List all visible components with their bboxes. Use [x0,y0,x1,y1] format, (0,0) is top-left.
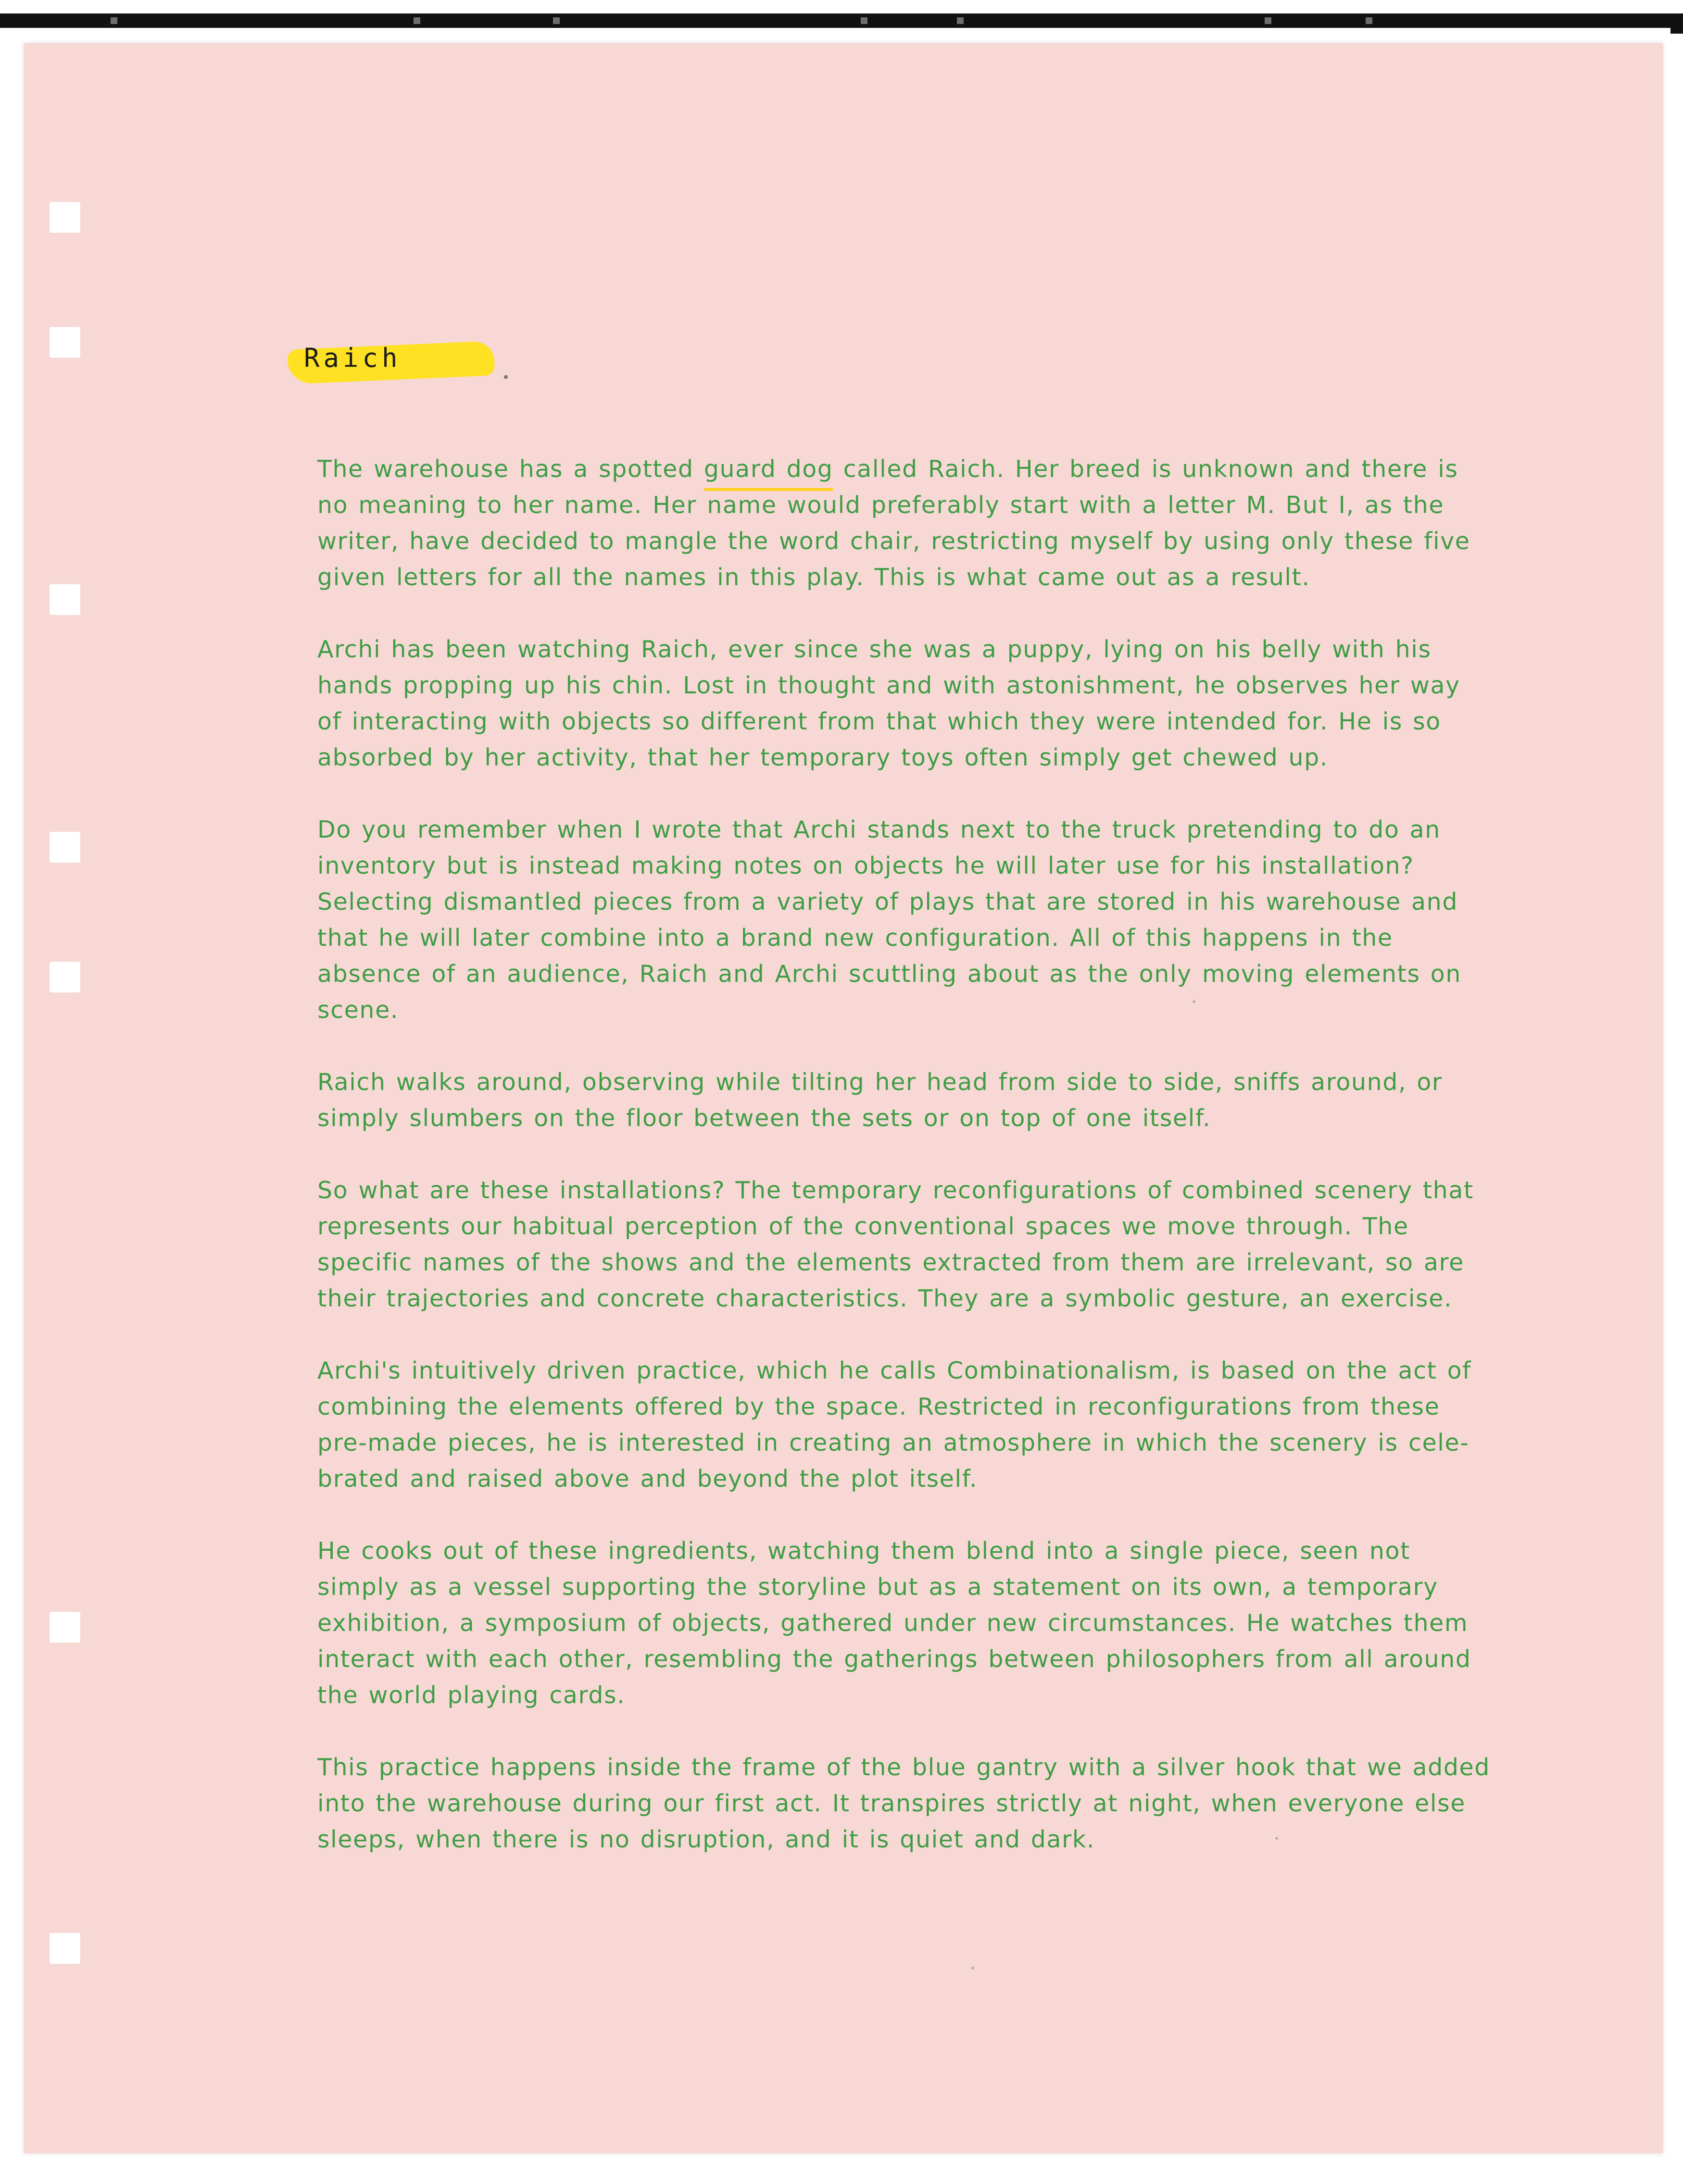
scanner-top-bar [0,13,1683,28]
title-dot [504,375,508,379]
paragraph-8: This practice happens inside the frame of the blue gantry with a silver hook that we added into the warehouse during our first act. It transpires strictly at night, when everyone else sleeps, when there is no disruption, and it is quiet and dark. [317,1754,1491,1853]
scanner-tick-mark [553,17,560,24]
scanner-tick-mark [1265,17,1271,24]
paragraph-7: He cooks out of these ingredients, watching them blend into a single piece, seen not simply as a vessel supporting the storyline but as a statement on its own, a temporary exhibition, a symposium of objects, gathered under new circumstances. He watches them interact with each other, resembling the gatherings between philosophers from all around the world playing cards. [317,1537,1471,1709]
page-title: Raich [304,343,402,373]
punch-hole [50,584,80,615]
scanner-tick-mark [414,17,420,24]
paper-speck [971,1967,974,1970]
title-block [284,317,510,394]
scanner-tick-mark [957,17,964,24]
scanner-tick-mark [1366,17,1372,24]
punch-hole [50,1933,80,1964]
paragraph-3: Do you remember when I wrote that Archi stands next to the truck pretending to do an inventory but is instead making notes on objects he will later use for his installation? Selecting dismantled pieces from a variety of plays that are stored in his warehouse and that he will later combine into a brand new configuration. All of this happens in the absence of an audience, Raich and Archi scuttling about as the only moving elements on scene. [317,816,1462,1024]
paragraph-6: Archi's intuitively driven practice, which he calls Combinationalism, is based on the act of combining the elements offered by the space. Restricted in reconfigurations from these pre-made pieces, he is interested in creating an atmosphere in which the scenery is cele-brated and raised above and beyond the plot itself. [317,1357,1472,1493]
scanner-edge-strip [1670,13,1683,34]
paragraph-1 [317,451,1491,595]
punch-hole [50,202,80,233]
paragraph-text: The warehouse has a spotted [317,455,704,483]
paragraph-2: Archi has been watching Raich, ever since she was a puppy, lying on his belly with his hands propping up his chin. Lost in thought and with astonishment, he observes her way of interacting with objects so different from that which they were intended for. He is so absorbed by her activity, that her temporary toys often simply get chewed up. [317,636,1460,771]
underlined-phrase: guard dog [704,451,833,487]
punch-hole [50,962,80,992]
punch-hole [50,1612,80,1643]
paragraph-4: Raich walks around, observing while tilting her head from side to side, sniffs around, or simply slumbers on the floor between the sets or on top of one itself. [317,1068,1443,1132]
punch-hole [50,832,80,863]
paragraph-text: called Raich. Her breed is unknown and there is no meaning to her name. Her name would preferably start with a letter M. But I, as the writer, have decided to mangle the word chair, restricting myself by using only these five given letters for all the names in this play. This is what came out as a result. [317,455,1470,591]
scanner-tick-mark [861,17,867,24]
body-text [317,451,1491,1894]
punch-hole [50,327,80,358]
scanner-tick-mark [111,17,117,24]
paragraph-5: So what are these installations? The temporary reconfigurations of combined scenery that represents our habitual perception of the conventional spaces we move through. The specific names of the shows and the elements extracted from them are irrelevant, so are their trajectories and concrete characteristics. They are a symbolic gesture, an exercise. [317,1177,1474,1312]
